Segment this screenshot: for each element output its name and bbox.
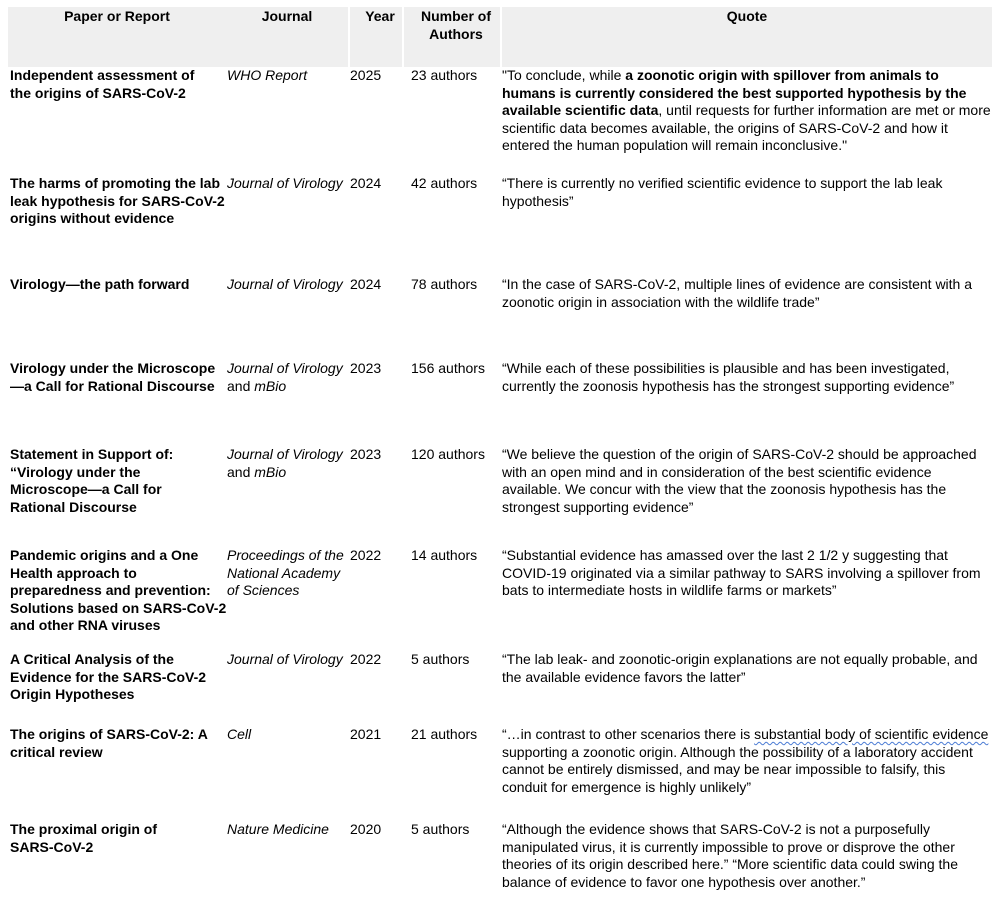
paper-title: A Critical Analysis of the Evidence for the SARS-CoV-2 Origin Hypotheses: [10, 651, 207, 702]
paper-title: Virology—the path forward: [10, 276, 190, 292]
author-count: 78 authors: [411, 276, 478, 292]
journal-name: Proceedings of the National Academy of Sciences: [227, 547, 344, 598]
journal-name: Journal of Virology: [227, 175, 343, 191]
paper-title: Independent assessment of the origins of SARS-CoV-2: [10, 67, 195, 101]
author-count: 42 authors: [411, 175, 478, 191]
year: 2023: [350, 360, 382, 376]
author-count: 5 authors: [411, 821, 470, 837]
journal-name: WHO Report: [227, 67, 308, 83]
year: 2023: [350, 446, 382, 462]
paper-title: Virology under the Microscope—a Call for Rational Discourse: [10, 360, 216, 394]
quote: "To conclude, while a zoonotic origin with spillover from animals to humans is currently considered the best supported hypothesis by the available scientific data, until requests for further information are met or more scientific data becomes available, the origins of SARS-CoV-2 and how it entered the human population will remain inconclusive.": [502, 67, 991, 153]
journal-name: Journal of Virology and mBio: [227, 360, 343, 394]
header-year: Year: [365, 8, 395, 24]
header-authors: Number of Authors: [421, 8, 491, 42]
journal-name: Nature Medicine: [227, 821, 329, 837]
header-paper: Paper or Report: [64, 8, 170, 24]
author-count: 156 authors: [411, 360, 485, 376]
year: 2024: [350, 175, 382, 191]
quote: “There is currently no verified scientific evidence to support the lab leak hypothesis”: [502, 175, 943, 209]
quote: “…in contrast to other scenarios there is substantial body of scientific evidence supporting a zoonotic origin. Although the possibility of a laboratory accident cannot be entirely dismissed, and may be near impossible to falsify, this conduit for emergence is highly unlikely”: [502, 726, 989, 795]
quote: “While each of these possibilities is plausible and has been investigated, currently the zoonosis hypothesis has the strongest supporting evidence”: [502, 360, 955, 394]
journal-name: Journal of Virology: [227, 651, 343, 667]
year: 2022: [350, 651, 382, 667]
author-count: 14 authors: [411, 547, 478, 563]
quote: “The lab leak- and zoonotic-origin explanations are not equally probable, and the available evidence favors the latter”: [502, 651, 978, 685]
spellcheck-underline: substantial body of scientific evidence: [754, 726, 989, 742]
author-count: 23 authors: [411, 67, 478, 83]
author-count: 5 authors: [411, 651, 470, 667]
journal-name: Journal of Virology and mBio: [227, 446, 343, 480]
year: 2024: [350, 276, 382, 292]
year: 2022: [350, 547, 382, 563]
year: 2021: [350, 726, 382, 742]
header-quote: Quote: [726, 8, 768, 24]
year: 2025: [350, 67, 382, 83]
paper-title: Statement in Support of: “Virology under the Microscope—a Call for Rational Discourse: [10, 446, 174, 515]
author-count: 120 authors: [411, 446, 485, 462]
journal-name: Cell: [227, 726, 252, 742]
paper-title: Pandemic origins and a One Health approach to preparedness and prevention: Solutions based on SARS-CoV-2 and other RNA viruses: [10, 547, 227, 633]
journal-name: Journal of Virology: [227, 276, 343, 292]
header-journal: Journal: [261, 8, 313, 24]
quote: “Substantial evidence has amassed over the last 2 1/2 y suggesting that COVID-19 originated via a similar pathway to SARS involving a spillover from bats to intermediate hosts in wildlife farms or markets”: [502, 547, 981, 598]
paper-title: The origins of SARS-CoV-2: A critical review: [10, 726, 208, 760]
paper-title: The harms of promoting the lab leak hypothesis for SARS-CoV-2 origins without evidence: [10, 175, 225, 226]
quote: “Although the evidence shows that SARS-CoV-2 is not a purposefully manipulated virus, it is currently impossible to prove or disprove the other theories of its origin described here.” “More scientific data could swing the balance of evidence to favor one hypothesis over another.”: [502, 821, 958, 890]
paper-title: The proximal origin of SARS-CoV-2: [10, 821, 158, 855]
quote: “We believe the question of the origin of SARS-CoV-2 should be approached with an open mind and in consideration of the best scientific evidence available. We concur with the view that the zoonosis hypothesis has the strongest supporting evidence”: [502, 446, 977, 515]
year: 2020: [350, 821, 382, 837]
author-count: 21 authors: [411, 726, 478, 742]
quote: “In the case of SARS-CoV-2, multiple lines of evidence are consistent with a zoonotic origin in association with the wildlife trade”: [502, 276, 973, 310]
